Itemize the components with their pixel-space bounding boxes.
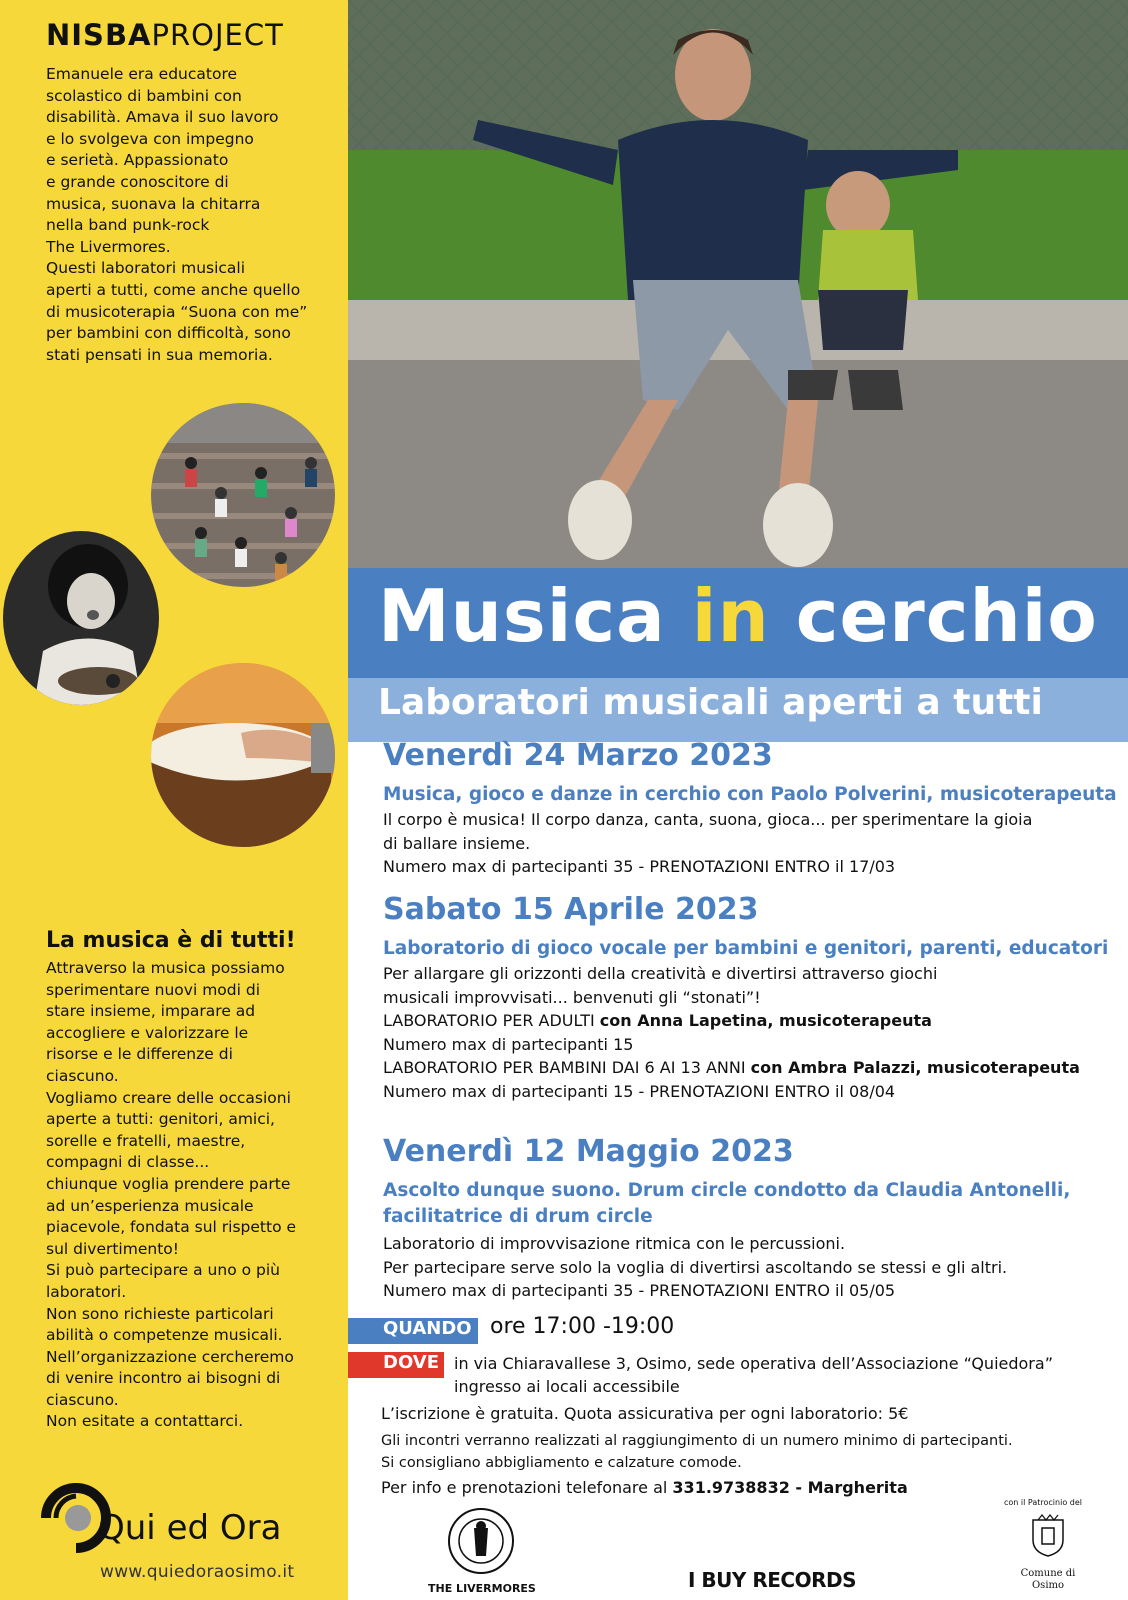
event-2-kids-max: Numero max di partecipanti 15 - PRENOTAZIONI ENTRO il 08/04 — [383, 1081, 896, 1101]
event-1-date: Venerdì 24 Marzo 2023 — [383, 738, 773, 773]
event-2-title: Laboratorio di gioco vocale per bambini e genitori, parenti, educatori — [383, 938, 1109, 959]
dove-address: in via Chiaravallese 3, Osimo, sede operativa dell’Associazione “Quiedora” ingresso ai locali accessibile — [454, 1354, 1053, 1396]
text-line: compagni di classe... — [46, 1153, 210, 1172]
event-3-line: Numero max di partecipanti 35 - PRENOTAZIONI ENTRO il 05/05 — [383, 1281, 896, 1300]
dove-label: DOVE — [383, 1352, 439, 1373]
event-1-line: Il corpo è musica! Il corpo danza, canta, suona, gioca... per sperimentare la gioia — [383, 810, 1033, 829]
left-body-text — [46, 958, 296, 1433]
livermores-seal-icon — [446, 1506, 516, 1580]
drum-photo — [148, 660, 338, 850]
ibuyrecords-logo: I BUY RECORDS — [688, 1568, 856, 1592]
text-line: Non sono richieste particolari — [46, 1304, 274, 1323]
livermores-label: THE LIVERMORES — [428, 1582, 536, 1595]
text-line: sperimentare nuovi modi di — [46, 980, 260, 999]
iscrizione-text: L’iscrizione è gratuita. Quota assicurativa per ogni laboratorio: 5€ — [381, 1404, 909, 1423]
text-line: abilità o competenze musicali. — [46, 1326, 283, 1345]
text-line: ciascuno. — [46, 1066, 119, 1085]
text-line: piacevole, fondata sul rispetto e — [46, 1218, 297, 1237]
text-line: ciascuno. — [46, 1390, 119, 1409]
text-line: Attraverso la musica possiamo — [46, 959, 285, 977]
text-line: sorelle e fratelli, maestre, — [46, 1131, 246, 1150]
event-3-details — [383, 1232, 1007, 1303]
nisba-project-title: NISBAPROJECT — [46, 18, 284, 52]
header-photo — [348, 0, 1128, 568]
text-line: e lo svolgeva con impegno — [46, 129, 254, 148]
event-3-title: Ascolto dunque suono. Drum circle condotto da Claudia Antonelli, facilitatrice di drum circle — [383, 1180, 1071, 1227]
event-1-line: di ballare insieme. — [383, 833, 531, 853]
patrocinio-label: con il Patrocinio del — [1004, 1498, 1082, 1507]
text-line: di venire incontro ai bisogni di — [46, 1369, 281, 1388]
event-2-date: Sabato 15 Aprile 2023 — [383, 892, 759, 927]
text-line: sul divertimento! — [46, 1239, 179, 1258]
contact-line: Per info e prenotazioni telefonare al 331.9738832 - Margherita — [381, 1478, 908, 1497]
text-line: scolastico di bambini con — [46, 86, 242, 105]
text-line: per bambini con difficoltà, sono — [46, 324, 291, 343]
text-line: aperte a tutti: genitori, amici, — [46, 1110, 275, 1129]
quando-value: ore 17:00 -19:00 — [490, 1314, 675, 1339]
event-3-date: Venerdì 12 Maggio 2023 — [383, 1134, 794, 1169]
event-1-line: Numero max di partecipanti 35 - PRENOTAZIONI ENTRO il 17/03 — [383, 857, 896, 876]
text-line: e grande conoscitore di — [46, 172, 229, 191]
event-2-details — [383, 962, 1080, 1103]
left-heading: La musica è di tutti! — [46, 928, 296, 953]
text-line: e serietà. Appassionato — [46, 151, 229, 170]
text-line: stati pensati in sua memoria. — [46, 345, 273, 364]
text-line: nella band punk-rock — [46, 216, 210, 235]
text-line: ad un’esperienza musicale — [46, 1196, 254, 1215]
quando-label: QUANDO — [383, 1318, 472, 1339]
text-line: di musicoterapia “Suona con me” — [46, 302, 308, 321]
event-2-adult-max: Numero max di partecipanti 15 — [383, 1034, 634, 1054]
event-2-kids-line: LABORATORIO PER BAMBINI DAI 6 AI 13 ANNI con Ambra Palazzi, musicoterapeuta — [383, 1058, 1080, 1077]
subtitle: Laboratori musicali aperti a tutti — [378, 682, 1043, 723]
text-line: stare insieme, imparare ad — [46, 1002, 256, 1021]
text-line: laboratori. — [46, 1282, 127, 1301]
text-line: Nell’organizzazione cercheremo — [46, 1347, 294, 1366]
website-url: www.quiedoraosimo.it — [100, 1562, 295, 1582]
event-3-line: Laboratorio di improvvisazione ritmica con le percussioni. — [383, 1234, 846, 1253]
comune-crest-icon — [1030, 1514, 1066, 1562]
child-guitar-photo — [0, 528, 162, 708]
event-3-line: Per partecipare serve solo la voglia di divertirsi ascoltando se stessi e gli altri. — [383, 1257, 1008, 1277]
main-title: Musica in cerchio — [378, 574, 1098, 658]
text-line: risorse e le differenze di — [46, 1045, 233, 1064]
comune-label: Comune di Osimo — [1020, 1568, 1076, 1591]
notes-text: Gli incontri verranno realizzati al raggiungimento di un numero minimo di partecipanti. Si consigliano abbigliamento e calzature comode. — [381, 1433, 1013, 1471]
text-line: chiunque voglia prendere parte — [46, 1174, 291, 1193]
text-line: Non esitate a contattarci. — [46, 1412, 244, 1431]
text-line: musica, suonava la chitarra — [46, 194, 261, 213]
text-line: aperti a tutti, come anche quello — [46, 280, 301, 299]
event-2-line: Per allargare gli orizzonti della creatività e divertirsi attraverso giochi — [383, 964, 938, 983]
event-1-title: Musica, gioco e danze in cerchio con Paolo Polverini, musicoterapeuta — [383, 784, 1117, 805]
event-2-adult-line: LABORATORIO PER ADULTI con Anna Lapetina, musicoterapeuta — [383, 1011, 932, 1030]
intro-text — [46, 64, 307, 366]
text-line: disabilità. Amava il suo lavoro — [46, 108, 279, 127]
text-line: Vogliamo creare delle occasioni — [46, 1088, 291, 1107]
text-line: Si può partecipare a uno o più — [46, 1261, 280, 1280]
text-line: accogliere e valorizzare le — [46, 1023, 249, 1042]
dancers-photo — [148, 400, 338, 590]
qui-ed-ora-logo-text: Qui ed Ora — [98, 1508, 282, 1548]
text-line: Questi laboratori musicali — [46, 259, 246, 278]
text-line: Emanuele era educatore — [46, 65, 238, 83]
event-2-line: musicali improvvisati... benvenuti gli “stonati”! — [383, 987, 761, 1007]
text-line: The Livermores. — [46, 237, 171, 256]
event-1-details — [383, 808, 1032, 879]
